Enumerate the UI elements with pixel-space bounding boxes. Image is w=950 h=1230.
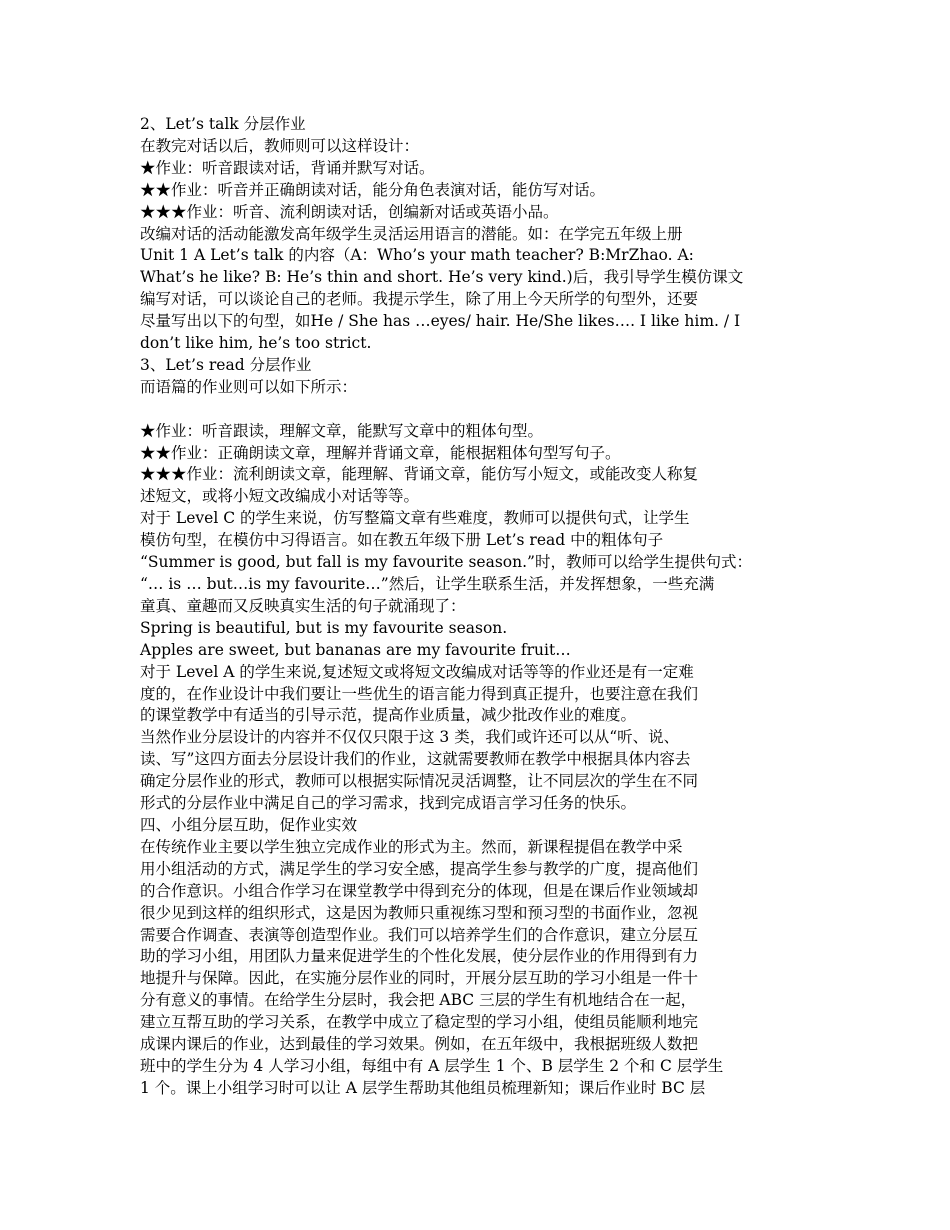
text-line: ★★作业：正确朗读文章，理解并背诵文章，能根据粗体句型写句子。 bbox=[140, 443, 621, 462]
text-line: 2、Let’s talk 分层作业 bbox=[140, 115, 306, 133]
text-line: 尽量写出以下的句型，如He / She has …eyes/ hair. He/She likes…. I like him. / I bbox=[140, 312, 741, 331]
text-line: ★★★作业：流利朗读文章，能理解、背诵文章，能仿写小短文，或能改变人称复 bbox=[140, 465, 699, 484]
text-line: 需要合作调查、表演等创造型作业。我们可以培养学生们的合作意识，建立分层互 bbox=[140, 925, 699, 944]
text-line: 建立互帮互助的学习关系，在教学中成立了稳定型的学习小组，使组员能顺利地完 bbox=[140, 1013, 699, 1032]
text-line: 分有意义的事情。在给学生分层时，我会把 ABC 三层的学生有机地结合在一起， bbox=[140, 991, 697, 1010]
document-body bbox=[140, 114, 810, 1100]
text-line: 助的学习小组，用团队力量来促进学生的个性化发展，使分层作业的作用得到有力 bbox=[140, 947, 699, 966]
text-line: “Summer is good, but fall is my favourite season.”时，教师可以给学生提供句式： bbox=[140, 553, 752, 572]
text-line: 当然作业分层设计的内容并不仅仅只限于这 3 类，我们或许还可以从“听、说、 bbox=[140, 728, 680, 747]
text-line: don’t like him, he’s too strict. bbox=[140, 334, 372, 353]
text-line: 度的，在作业设计中我们要让一些优生的语言能力得到真正提升，也要注意在我们 bbox=[140, 684, 699, 703]
text-line: 述短文，或将小短文改编成小对话等等。 bbox=[140, 487, 420, 506]
text-line: 用小组活动的方式，满足学生的学习安全感，提高学生参与教学的广度，提高他们 bbox=[140, 859, 699, 878]
text-line: 在教完对话以后，教师则可以这样设计： bbox=[140, 136, 420, 155]
blank-line bbox=[140, 399, 810, 421]
text-line: Unit 1 A Let’s talk 的内容（A：Who’s your math teacher? B:MrZhao. A: bbox=[140, 246, 694, 265]
text-line: 的合作意识。小组合作学习在课堂教学中得到充分的体现，但是在课后作业领域却 bbox=[140, 881, 699, 900]
text-line: 确定分层作业的形式，教师可以根据实际情况灵活调整，让不同层次的学生在不同 bbox=[140, 772, 699, 791]
text-line: “… is … but…is my favourite…”然后，让学生联系生活，并发挥想象，一些充满 bbox=[140, 575, 715, 594]
text-line: 模仿句型，在模仿中习得语言。如在教五年级下册 Let’s read 中的粗体句子 bbox=[140, 531, 664, 550]
text-line: 成课内课后的作业，达到最佳的学习效果。例如，在五年级中，我根据班级人数把 bbox=[140, 1035, 699, 1054]
text-line: 形式的分层作业中满足自己的学习需求，找到完成语言学习任务的快乐。 bbox=[140, 794, 637, 813]
text-line: 地提升与保障。因此，在实施分层作业的同时，开展分层互助的学习小组是一件十 bbox=[140, 969, 699, 988]
text-line: 而语篇的作业则可以如下所示： bbox=[140, 377, 358, 396]
text-line: 的课堂教学中有适当的引导示范，提高作业质量，减少批改作业的难度。 bbox=[140, 706, 637, 725]
text-line: 1 个。课上小组学习时可以让 A 层学生帮助其他组员梳理新知；课后作业时 BC 层 bbox=[140, 1078, 706, 1097]
text-line: 改编对话的活动能激发高年级学生灵活运用语言的潜能。如：在学完五年级上册 bbox=[140, 224, 683, 243]
text-line: 3、Let’s read 分层作业 bbox=[140, 355, 312, 374]
text-line: Apples are sweet, but bananas are my favourite fruit… bbox=[140, 640, 571, 659]
text-line: 读、写”这四方面去分层设计我们的作业，这就需要教师在教学中根据具体内容去 bbox=[140, 750, 691, 769]
text-line: 在传统作业主要以学生独立完成作业的形式为主。然而，新课程提倡在教学中采 bbox=[140, 837, 683, 856]
text-line: ★作业：听音跟读，理解文章，能默写文章中的粗体句型。 bbox=[140, 421, 544, 440]
text-line: 对于 Level C 的学生来说，仿写整篇文章有些难度，教师可以提供句式，让学生 bbox=[140, 509, 690, 528]
text-line: Spring is beautiful, but is my favourite season. bbox=[140, 618, 508, 637]
text-line: 童真、童趣而又反映真实生活的句子就涌现了： bbox=[140, 596, 466, 615]
text-line: 很少见到这样的组织形式，这是因为教师只重视练习型和预习型的书面作业，忽视 bbox=[140, 903, 699, 922]
text-line: 班中的学生分为 4 人学习小组，每组中有 A 层学生 1 个、B 层学生 2 个和 C 层学生 bbox=[140, 1056, 724, 1075]
text-line: 对于 Level A 的学生来说,复述短文或将短文改编成对话等等的作业还是有一定难 bbox=[140, 662, 694, 681]
text-line: ★作业：听音跟读对话，背诵并默写对话。 bbox=[140, 158, 435, 177]
text-line: 四、小组分层互助，促作业实效 bbox=[140, 815, 358, 834]
text-line: ★★★作业：听音、流利朗读对话，创编新对话或英语小品。 bbox=[140, 202, 559, 221]
text-line: What’s he like? B: He’s thin and short. He’s very kind.)后，我引导学生模仿课文 bbox=[140, 268, 744, 287]
text-line: 编写对话，可以谈论自己的老师。我提示学生，除了用上今天所学的句型外，还要 bbox=[140, 290, 699, 309]
text-line: ★★作业：听音并正确朗读对话，能分角色表演对话，能仿写对话。 bbox=[140, 180, 606, 199]
